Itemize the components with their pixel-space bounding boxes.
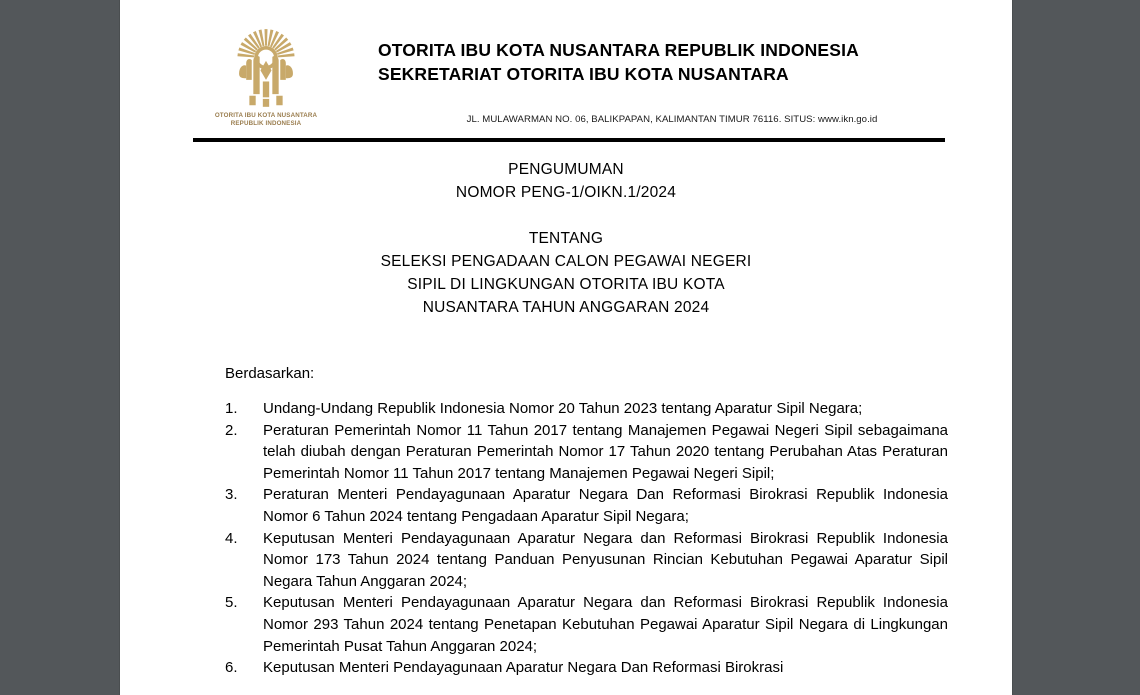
list-item xyxy=(225,420,948,485)
list-item-text: Keputusan Menteri Pendayagunaan Aparatur Negara Dan Reformasi Birokrasi xyxy=(263,659,784,677)
subject-line-2: SIPIL DI LINGKUNGAN OTORITA IBU KOTA xyxy=(407,276,725,293)
organization-line-2: SEKRETARIAT OTORITA IBU KOTA NUSANTARA xyxy=(378,64,789,84)
announcement-title-block xyxy=(120,158,1012,319)
title-spacer xyxy=(120,204,1012,227)
list-item xyxy=(225,528,948,593)
letterhead-divider xyxy=(193,138,945,142)
list-item-text: Keputusan Menteri Pendayagunaan Aparatur Negara dan Reformasi Birokrasi Republik Indonesia Nomor 173 Tahun 2024 tentang Panduan Penyusunan Rincian Kebutuhan Pegawai Aparatur Sipil Negara Tahun Anggaran 2024; xyxy=(263,529,948,590)
logo-caption-line-1: OTORITA IBU KOTA NUSANTARA xyxy=(214,112,318,119)
subject-line-3: NUSANTARA TAHUN ANGGARAN 2024 xyxy=(422,299,710,316)
list-item xyxy=(225,657,948,679)
list-item-number: 1. xyxy=(225,400,238,417)
document-page xyxy=(120,0,1012,695)
about-label: TENTANG xyxy=(528,230,604,247)
lead-in-text: Berdasarkan: xyxy=(225,365,315,382)
institution-address: JL. MULAWARMAN NO. 06, BALIKPAPAN, KALIMANTAN TIMUR 76116. SITUS: www.ikn.go.id xyxy=(466,114,878,125)
subject-line-1: SELEKSI PENGADAAN CALON PEGAWAI NEGERI xyxy=(380,253,752,270)
institution-logo-block xyxy=(195,26,337,128)
list-item-number: 2. xyxy=(225,421,238,439)
list-item-number: 4. xyxy=(225,529,238,547)
list-item-text: Peraturan Pemerintah Nomor 11 Tahun 2017 tentang Manajemen Pegawai Negeri Sipil sebagaimana telah diubah dengan Peraturan Pemerintah Nomor 17 Tahun 2020 tentang Perubahan Atas Peraturan Pemerintah Nomor 11 Tahun 2017 tentang Manajemen Pegawai Negeri Sipil; xyxy=(263,421,948,482)
institution-title-block xyxy=(378,38,966,86)
list-item-number: 6. xyxy=(225,659,238,677)
legal-basis-list xyxy=(225,398,948,679)
organization-line-1: OTORITA IBU KOTA NUSANTARA REPUBLIK INDONESIA xyxy=(378,40,859,60)
list-item xyxy=(225,398,948,420)
logo-caption xyxy=(195,112,337,128)
list-item xyxy=(225,592,948,657)
announcement-subject xyxy=(120,250,1012,319)
list-item xyxy=(225,484,948,527)
document-number: NOMOR PENG-1/OIKN.1/2024 xyxy=(455,184,677,201)
oikn-sunburst-logo-icon xyxy=(218,26,314,110)
list-item-text: Keputusan Menteri Pendayagunaan Aparatur Negara dan Reformasi Birokrasi Republik Indonesia Nomor 293 Tahun 2024 tentang Penetapan Kebutuhan Pegawai Aparatur Sipil Negara di Lingkungan Pemerintah Pusat Tahun Anggaran 2024; xyxy=(263,594,948,655)
letterhead xyxy=(120,0,1012,136)
document-type: PENGUMUMAN xyxy=(508,161,624,178)
announcement-body xyxy=(120,363,1012,679)
logo-caption-line-2: REPUBLIK INDONESIA xyxy=(230,120,302,127)
list-item-text: Peraturan Menteri Pendayagunaan Aparatur Negara Dan Reformasi Birokrasi Republik Indonesia Nomor 6 Tahun 2024 tentang Pengadaan Aparatur Sipil Negara; xyxy=(263,486,948,525)
list-item-number: 3. xyxy=(225,486,238,504)
list-item-number: 5. xyxy=(225,594,238,612)
list-item-text: Undang-Undang Republik Indonesia Nomor 20 Tahun 2023 tentang Aparatur Sipil Negara; xyxy=(263,400,863,417)
